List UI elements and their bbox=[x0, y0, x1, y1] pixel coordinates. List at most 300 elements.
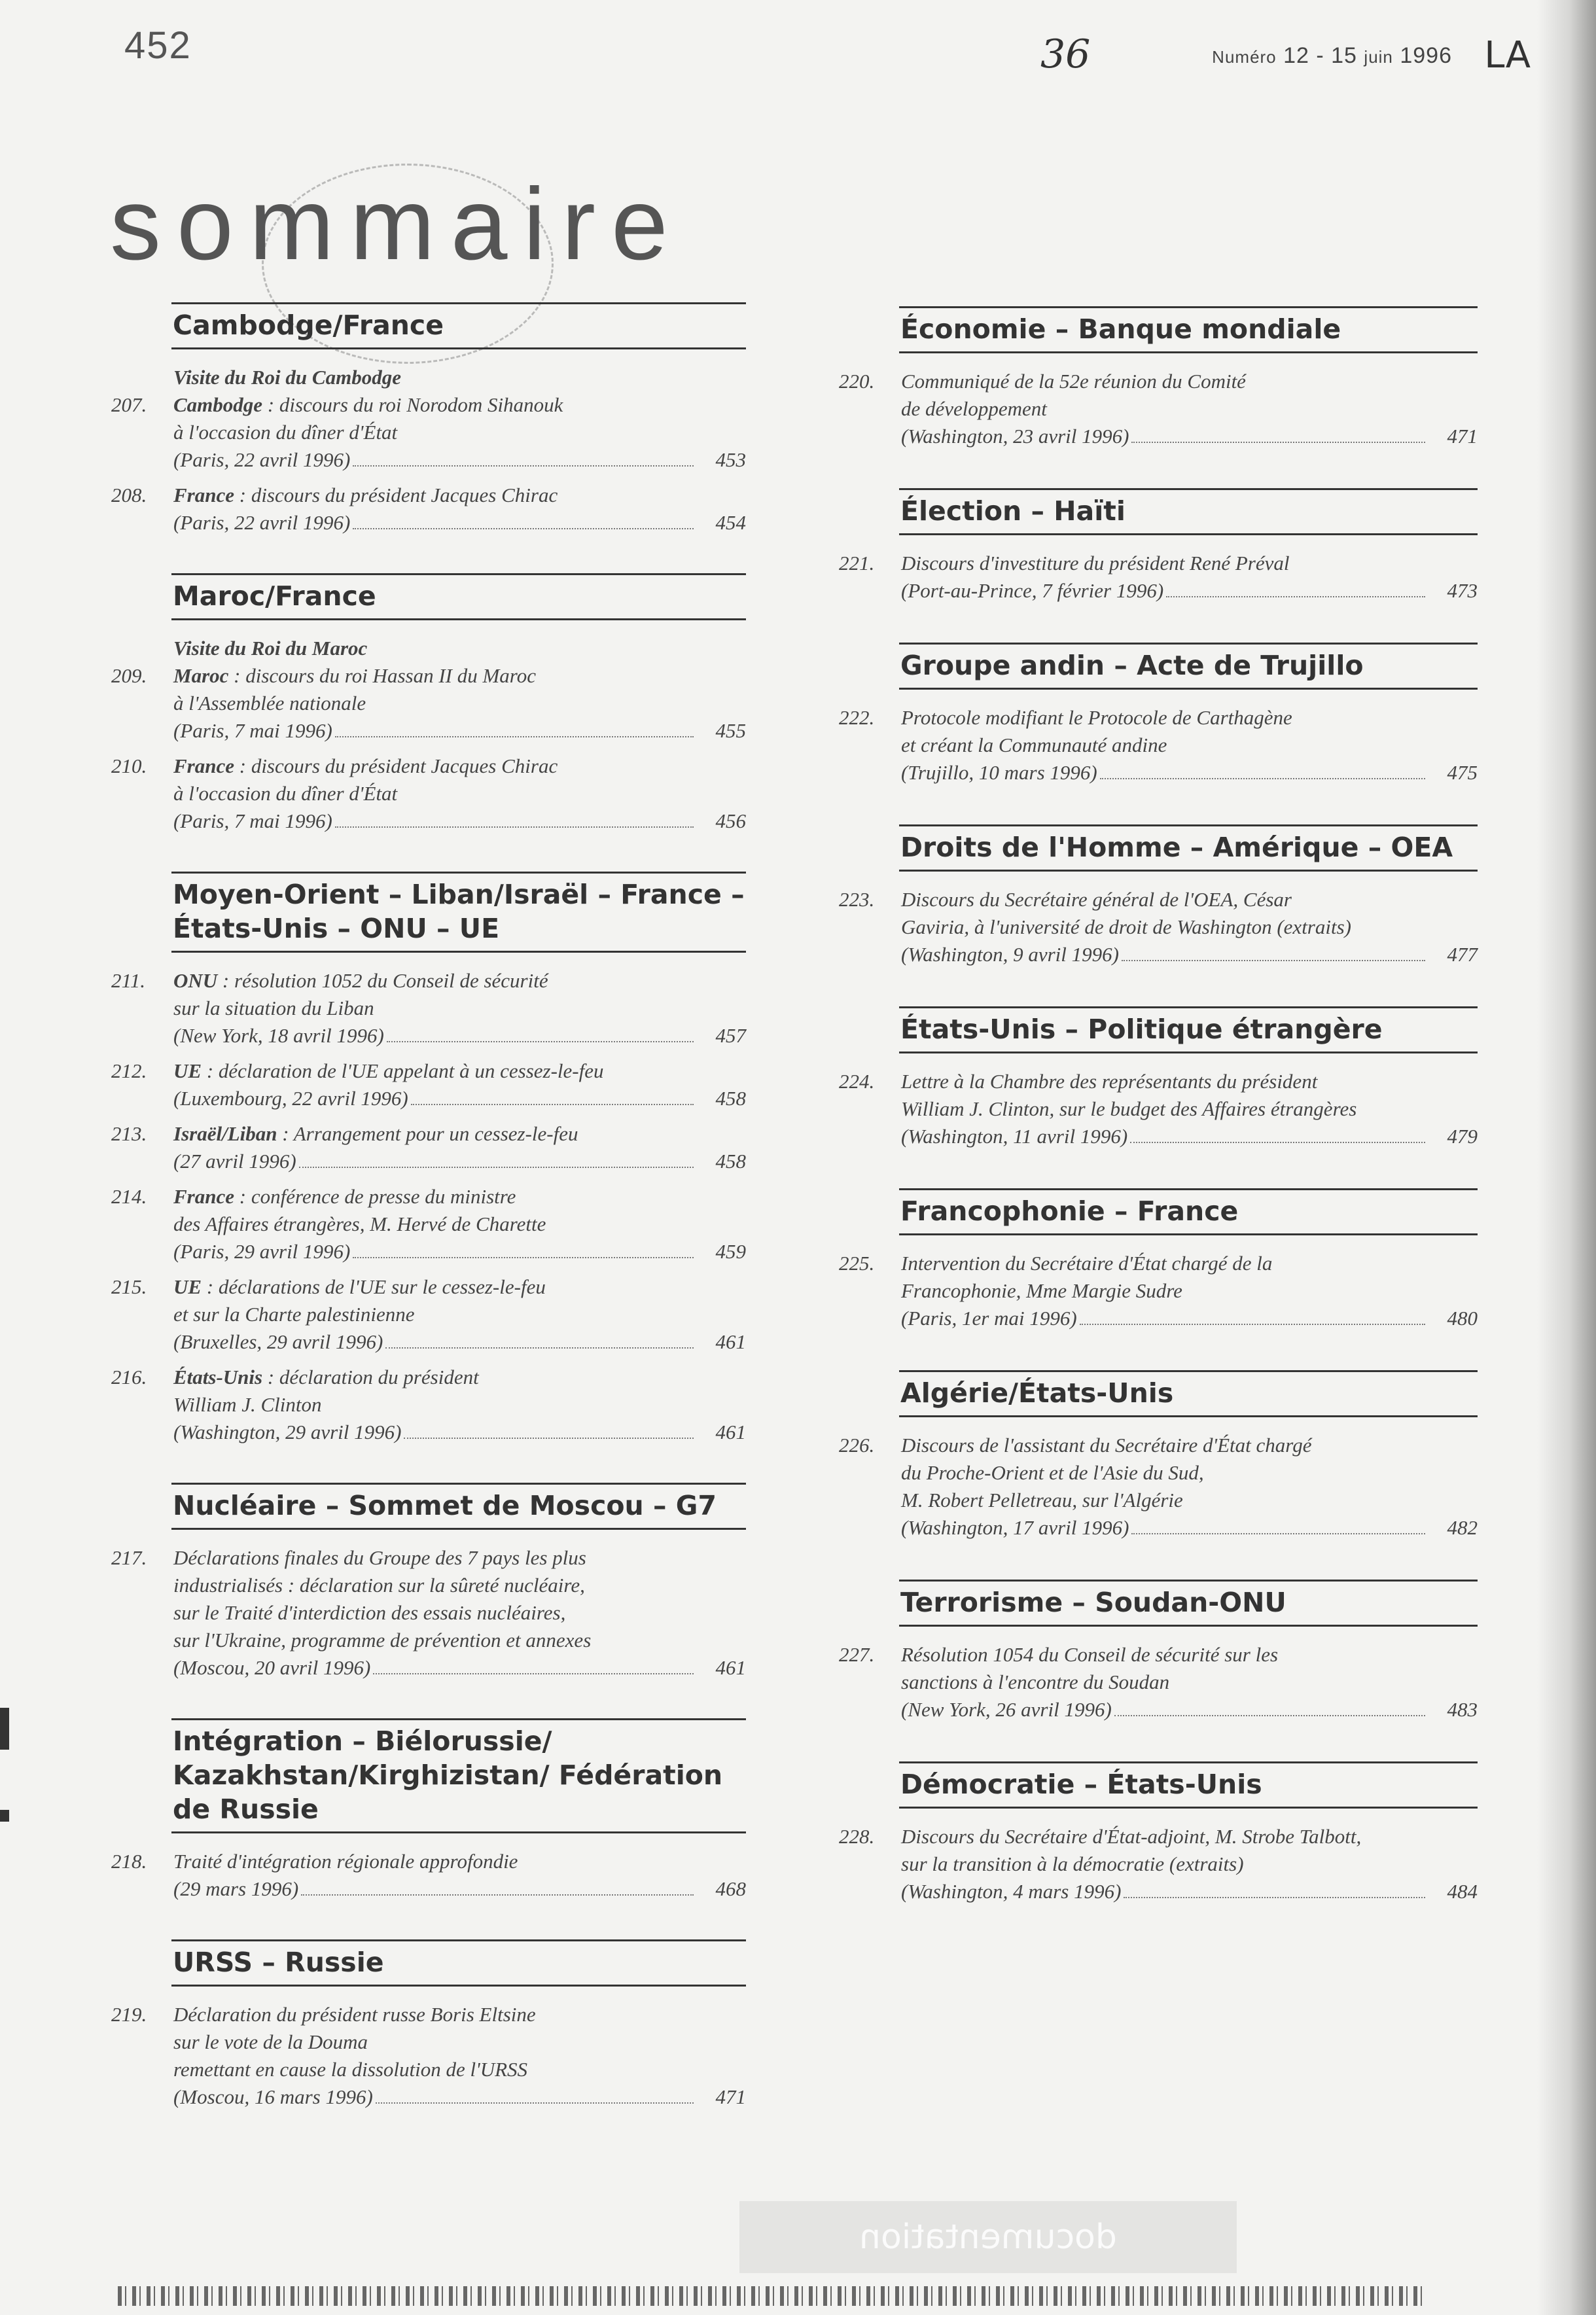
entry-line bbox=[173, 752, 746, 780]
issue-label: Numéro bbox=[1212, 47, 1277, 67]
entry-line bbox=[901, 1068, 1478, 1095]
toc-section bbox=[111, 1483, 746, 1682]
entry-line-text: Discours de l'assistant du Secrétaire d'État chargé bbox=[901, 1434, 1312, 1457]
entry-keyword: Cambodge bbox=[173, 393, 263, 416]
toc-section bbox=[111, 1939, 746, 2111]
entry-line-text: M. Robert Pelletreau, sur l'Algérie bbox=[901, 1489, 1183, 1511]
entry-keyword: France bbox=[173, 1185, 234, 1208]
entry-reference: (Paris, 1er mai 1996) bbox=[901, 1307, 1077, 1330]
section-heading: Économie – Banque mondiale bbox=[899, 306, 1478, 353]
entry-reference-line bbox=[173, 446, 746, 474]
entry-reference-line bbox=[901, 577, 1478, 605]
dot-leader bbox=[353, 1257, 694, 1258]
entry-keyword: UE bbox=[173, 1059, 202, 1082]
entry-reference: (Moscou, 20 avril 1996) bbox=[173, 1656, 371, 1679]
entry-line bbox=[901, 1277, 1478, 1305]
toc-section bbox=[839, 1188, 1478, 1332]
section-body bbox=[111, 953, 746, 1446]
dot-leader bbox=[335, 736, 694, 737]
section-heading: Intégration – Biélorussie/ Kazakhstan/Kirghizistan/ Fédération de Russie bbox=[171, 1718, 746, 1833]
entry-line-text: : discours du roi Norodom Sihanouk bbox=[262, 393, 563, 416]
entry-keyword: France bbox=[173, 754, 234, 777]
left-column bbox=[111, 302, 746, 2119]
entry-page: 480 bbox=[1447, 1307, 1478, 1330]
entry-number: 225. bbox=[839, 1252, 875, 1275]
entry-text bbox=[173, 967, 746, 1050]
entry-line bbox=[901, 1250, 1478, 1277]
entry-reference-line bbox=[901, 1514, 1478, 1542]
entry-reference: (New York, 18 avril 1996) bbox=[173, 1024, 384, 1047]
entry-line-text: Gaviria, à l'université de droit de Washington (extraits) bbox=[901, 915, 1351, 938]
section-heading: Algérie/États-Unis bbox=[899, 1370, 1478, 1417]
entry-line bbox=[173, 967, 746, 995]
toc-entry bbox=[111, 967, 746, 1050]
toc-section bbox=[111, 1718, 746, 1903]
section-heading: Démocratie – États-Unis bbox=[899, 1761, 1478, 1809]
entry-reference: (Washington, 23 avril 1996) bbox=[901, 425, 1129, 448]
entry-line-text: : discours du président Jacques Chirac bbox=[234, 484, 558, 506]
section-heading: Élection – Haïti bbox=[899, 488, 1478, 535]
dot-leader bbox=[385, 1347, 694, 1349]
entry-keyword: États-Unis bbox=[173, 1366, 263, 1388]
entry-number: 222. bbox=[839, 706, 875, 729]
section-heading: Maroc/France bbox=[171, 573, 746, 620]
entry-line bbox=[173, 1211, 746, 1238]
entry-line bbox=[173, 1572, 746, 1599]
entry-line-text: sanctions à l'encontre du Soudan bbox=[901, 1670, 1170, 1693]
entry-number: 210. bbox=[111, 754, 147, 777]
entry-line-text: : déclarations de l'UE sur le cessez-le-feu bbox=[202, 1275, 546, 1298]
dot-leader bbox=[376, 2102, 694, 2104]
handwritten-initials: LA bbox=[1484, 34, 1531, 77]
entry-line-text: William J. Clinton, sur le budget des Affaires étrangères bbox=[901, 1097, 1357, 1120]
entry-line-text: à l'occasion du dîner d'État bbox=[173, 421, 398, 444]
entry-text bbox=[901, 704, 1478, 786]
entry-text bbox=[901, 886, 1478, 968]
toc-entry bbox=[111, 1364, 746, 1446]
entry-number: 207. bbox=[111, 393, 147, 416]
entry-text bbox=[901, 368, 1478, 450]
dot-leader bbox=[335, 826, 694, 828]
entry-keyword: France bbox=[173, 484, 234, 506]
entry-number: 227. bbox=[839, 1643, 875, 1666]
toc-section bbox=[839, 1761, 1478, 1905]
entry-line bbox=[901, 1095, 1478, 1123]
section-subheading: Visite du Roi du Cambodge bbox=[173, 366, 401, 389]
dot-leader bbox=[373, 1673, 694, 1674]
toc-entry bbox=[839, 1823, 1478, 1905]
toc-entry bbox=[111, 1848, 746, 1903]
entry-page: 477 bbox=[1447, 943, 1478, 966]
entry-text bbox=[173, 1183, 746, 1265]
dot-leader bbox=[301, 1894, 694, 1896]
entry-reference: (Washington, 11 avril 1996) bbox=[901, 1125, 1128, 1148]
entry-number: 221. bbox=[839, 552, 875, 574]
entry-text bbox=[173, 1848, 746, 1903]
toc-entry bbox=[839, 550, 1478, 605]
entry-reference-line bbox=[173, 717, 746, 745]
entry-reference: (Paris, 29 avril 1996) bbox=[173, 1240, 351, 1263]
entry-page: 473 bbox=[1447, 579, 1478, 602]
entry-line bbox=[173, 1599, 746, 1627]
entry-line-text: : déclaration de l'UE appelant à un cessez-le-feu bbox=[202, 1059, 604, 1082]
entry-line-text: : Arrangement pour un cessez-le-feu bbox=[277, 1122, 578, 1145]
toc-section bbox=[839, 306, 1478, 450]
entry-text bbox=[173, 391, 746, 474]
entry-reference-line bbox=[173, 1238, 746, 1265]
section-body bbox=[839, 1053, 1478, 1150]
entry-page: 457 bbox=[715, 1024, 746, 1047]
section-body bbox=[839, 690, 1478, 786]
page-edge-shadow bbox=[1537, 0, 1596, 2315]
entry-text bbox=[173, 1273, 746, 1356]
entry-text bbox=[173, 2001, 746, 2111]
entry-line bbox=[901, 1823, 1478, 1850]
entry-keyword: Maroc bbox=[173, 664, 229, 687]
toc-entry bbox=[111, 1120, 746, 1175]
entry-reference-line bbox=[173, 1419, 746, 1446]
page-number: 452 bbox=[124, 24, 192, 67]
section-body bbox=[839, 1627, 1478, 1723]
entry-text bbox=[901, 1068, 1478, 1150]
entry-page: 461 bbox=[715, 1421, 746, 1443]
entry-line bbox=[173, 1627, 746, 1654]
entry-line-text: Lettre à la Chambre des représentants du président bbox=[901, 1070, 1318, 1093]
entry-line bbox=[173, 419, 746, 446]
entry-reference: (Paris, 22 avril 1996) bbox=[173, 511, 351, 534]
entry-line-text: sur l'Ukraine, programme de prévention et annexes bbox=[173, 1629, 592, 1652]
entry-reference-line bbox=[173, 1875, 746, 1903]
entry-reference: (New York, 26 avril 1996) bbox=[901, 1698, 1112, 1721]
dot-leader bbox=[1122, 960, 1425, 961]
entry-line-text: Discours d'investiture du président René Préval bbox=[901, 552, 1290, 574]
entry-line bbox=[901, 886, 1478, 913]
entry-number: 219. bbox=[111, 2003, 147, 2026]
entry-number: 226. bbox=[839, 1434, 875, 1457]
section-heading: États-Unis – Politique étrangère bbox=[899, 1006, 1478, 1053]
dot-leader bbox=[1124, 1897, 1425, 1898]
toc-entry bbox=[111, 2001, 746, 2111]
entry-line-text: : déclaration du président bbox=[262, 1366, 479, 1388]
dot-leader bbox=[411, 1104, 694, 1105]
entry-line bbox=[901, 1487, 1478, 1514]
toc-entry bbox=[111, 1544, 746, 1682]
entry-reference: (Paris, 7 mai 1996) bbox=[173, 809, 332, 832]
entry-line-text: William J. Clinton bbox=[173, 1393, 322, 1416]
section-body bbox=[111, 620, 746, 835]
entry-reference: (Paris, 7 mai 1996) bbox=[173, 719, 332, 742]
entry-line bbox=[173, 662, 746, 690]
section-body bbox=[839, 1809, 1478, 1905]
entry-line-text: du Proche-Orient et de l'Asie du Sud, bbox=[901, 1461, 1204, 1484]
entry-reference: (Washington, 29 avril 1996) bbox=[173, 1421, 402, 1443]
toc-entry bbox=[111, 752, 746, 835]
section-body bbox=[111, 1833, 746, 1903]
section-body bbox=[111, 1530, 746, 1682]
entry-reference: (29 mars 1996) bbox=[173, 1877, 299, 1900]
entry-line bbox=[173, 1848, 746, 1875]
section-heading: Cambodge/France bbox=[171, 302, 746, 349]
entry-page: 458 bbox=[715, 1150, 746, 1173]
entry-reference-line bbox=[173, 509, 746, 537]
entry-line bbox=[901, 1641, 1478, 1669]
entry-reference: (Paris, 22 avril 1996) bbox=[173, 448, 351, 471]
entry-line-text: Intervention du Secrétaire d'État chargé de la bbox=[901, 1252, 1273, 1275]
entry-number: 223. bbox=[839, 888, 875, 911]
toc-section bbox=[839, 1370, 1478, 1542]
handwritten-number: 36 bbox=[1040, 31, 1091, 77]
entry-text bbox=[173, 1057, 746, 1112]
section-heading: Terrorisme – Soudan-ONU bbox=[899, 1580, 1478, 1627]
toc-entry bbox=[839, 1250, 1478, 1332]
entry-line-text: à l'Assemblée nationale bbox=[173, 692, 366, 715]
dot-leader bbox=[1131, 442, 1425, 443]
section-heading: Francophonie – France bbox=[899, 1188, 1478, 1235]
entry-reference-line bbox=[901, 759, 1478, 786]
entry-page: 453 bbox=[715, 448, 746, 471]
section-body bbox=[111, 349, 746, 537]
entry-line bbox=[173, 1183, 746, 1211]
dot-leader bbox=[1166, 596, 1425, 597]
entry-reference: (27 avril 1996) bbox=[173, 1150, 296, 1173]
dot-leader bbox=[387, 1041, 694, 1042]
entry-page: 475 bbox=[1447, 761, 1478, 784]
entry-page: 459 bbox=[715, 1240, 746, 1263]
entry-number: 228. bbox=[839, 1825, 875, 1848]
toc-entry bbox=[839, 368, 1478, 450]
page-title: sommaire bbox=[110, 168, 684, 281]
entry-text bbox=[173, 482, 746, 537]
entry-text bbox=[173, 752, 746, 835]
entry-line-text: de développement bbox=[901, 397, 1047, 420]
entry-text bbox=[173, 1364, 746, 1446]
margin-mark bbox=[0, 1810, 9, 1822]
entry-line-text: : résolution 1052 du Conseil de sécurité bbox=[217, 969, 548, 992]
entry-line-text: : discours du président Jacques Chirac bbox=[234, 754, 558, 777]
dot-leader bbox=[1130, 1142, 1425, 1143]
entry-number: 218. bbox=[111, 1850, 147, 1873]
entry-number: 215. bbox=[111, 1275, 147, 1298]
section-body bbox=[111, 1987, 746, 2111]
entry-line-text: à l'occasion du dîner d'État bbox=[173, 782, 398, 805]
entry-reference-line bbox=[173, 1022, 746, 1050]
entry-reference: (Luxembourg, 22 avril 1996) bbox=[173, 1087, 408, 1110]
section-heading: URSS – Russie bbox=[171, 1939, 746, 1987]
section-heading: Nucléaire – Sommet de Moscou – G7 bbox=[171, 1483, 746, 1530]
entry-reference-line bbox=[173, 1148, 746, 1175]
toc-section bbox=[839, 824, 1478, 968]
entry-number: 216. bbox=[111, 1366, 147, 1388]
entry-line-text: sur le Traité d'interdiction des essais nucléaires, bbox=[173, 1601, 566, 1624]
entry-text bbox=[173, 1120, 746, 1175]
entry-reference-line bbox=[901, 1696, 1478, 1723]
entry-line-text: Déclarations finales du Groupe des 7 pays les plus bbox=[173, 1546, 586, 1569]
entry-reference: (Port-au-Prince, 7 février 1996) bbox=[901, 579, 1164, 602]
section-body bbox=[839, 535, 1478, 605]
dot-leader bbox=[1100, 778, 1425, 779]
dot-leader bbox=[1131, 1533, 1425, 1534]
entry-line bbox=[173, 780, 746, 807]
entry-line bbox=[173, 1391, 746, 1419]
issue-year: 1996 bbox=[1400, 43, 1452, 68]
section-heading: Groupe andin – Acte de Trujillo bbox=[899, 643, 1478, 690]
section-subheading: Visite du Roi du Maroc bbox=[173, 637, 368, 660]
entry-number: 220. bbox=[839, 370, 875, 393]
entry-line bbox=[901, 1850, 1478, 1878]
entry-line-text: Déclaration du président russe Boris Eltsine bbox=[173, 2003, 536, 2026]
entry-reference-line bbox=[173, 1085, 746, 1112]
entry-line bbox=[173, 1301, 746, 1328]
toc-entry bbox=[111, 662, 746, 745]
section-body bbox=[839, 353, 1478, 450]
entry-text bbox=[901, 1823, 1478, 1905]
entry-line bbox=[173, 1120, 746, 1148]
entry-line bbox=[901, 1459, 1478, 1487]
dot-leader bbox=[353, 528, 694, 529]
entry-reference-line bbox=[173, 807, 746, 835]
page-header bbox=[124, 24, 1531, 82]
entry-line bbox=[173, 1057, 746, 1085]
entry-reference-line bbox=[901, 423, 1478, 450]
toc-entry bbox=[839, 1432, 1478, 1542]
section-heading: Moyen-Orient – Liban/Israël – France – États-Unis – ONU – UE bbox=[171, 872, 746, 953]
entry-page: 468 bbox=[715, 1877, 746, 1900]
entry-keyword: Israël/Liban bbox=[173, 1122, 277, 1145]
entry-line-text: des Affaires étrangères, M. Hervé de Charette bbox=[173, 1212, 546, 1235]
entry-reference-line bbox=[173, 1328, 746, 1356]
entry-page: 484 bbox=[1447, 1880, 1478, 1903]
toc-entry bbox=[839, 1068, 1478, 1150]
toc-section bbox=[111, 573, 746, 835]
entry-reference-line bbox=[173, 2083, 746, 2111]
dot-leader bbox=[1114, 1715, 1425, 1716]
entry-line bbox=[901, 1432, 1478, 1459]
entry-line bbox=[173, 482, 746, 509]
entry-line-text: et sur la Charte palestinienne bbox=[173, 1303, 415, 1326]
entry-line bbox=[173, 995, 746, 1022]
entry-keyword: ONU bbox=[173, 969, 218, 992]
issue-info bbox=[1212, 43, 1452, 69]
entry-reference: (Washington, 17 avril 1996) bbox=[901, 1516, 1129, 1539]
entry-text bbox=[173, 662, 746, 745]
entry-line bbox=[901, 550, 1478, 577]
entry-reference: (Washington, 4 mars 1996) bbox=[901, 1880, 1122, 1903]
toc-section bbox=[839, 1006, 1478, 1150]
entry-line-text: : conférence de presse du ministre bbox=[234, 1185, 516, 1208]
entry-line bbox=[901, 704, 1478, 732]
entry-line-text: Discours du Secrétaire général de l'OEA, César bbox=[901, 888, 1292, 911]
entry-page: 483 bbox=[1447, 1698, 1478, 1721]
entry-line-text: Communiqué de la 52e réunion du Comité bbox=[901, 370, 1246, 393]
toc-section bbox=[839, 488, 1478, 605]
entry-line bbox=[901, 913, 1478, 941]
entry-page: 458 bbox=[715, 1087, 746, 1110]
entry-text bbox=[901, 1432, 1478, 1542]
toc-entry bbox=[839, 886, 1478, 968]
dot-leader bbox=[299, 1167, 694, 1168]
entry-line bbox=[901, 732, 1478, 759]
entry-number: 213. bbox=[111, 1122, 147, 1145]
entry-reference-line bbox=[901, 1123, 1478, 1150]
entry-line bbox=[173, 2028, 746, 2056]
entry-number: 212. bbox=[111, 1059, 147, 1082]
entry-number: 224. bbox=[839, 1070, 875, 1093]
toc-entry bbox=[111, 1183, 746, 1265]
entry-page: 455 bbox=[715, 719, 746, 742]
entry-line bbox=[901, 395, 1478, 423]
toc-entry bbox=[111, 1057, 746, 1112]
entry-line bbox=[173, 1273, 746, 1301]
entry-reference-line bbox=[173, 1654, 746, 1682]
entry-number: 214. bbox=[111, 1185, 147, 1208]
dot-leader bbox=[353, 465, 694, 467]
entry-reference-line bbox=[901, 1878, 1478, 1905]
entry-reference: (Bruxelles, 29 avril 1996) bbox=[173, 1330, 383, 1353]
entry-line-text: sur le vote de la Douma bbox=[173, 2030, 368, 2053]
entry-line bbox=[173, 2056, 746, 2083]
entry-reference: (Moscou, 16 mars 1996) bbox=[173, 2085, 373, 2108]
entry-text bbox=[901, 550, 1478, 605]
entry-line-text: industrialisés : déclaration sur la sûreté nucléaire, bbox=[173, 1574, 585, 1597]
entry-text bbox=[173, 1544, 746, 1682]
toc-entry bbox=[111, 482, 746, 537]
dot-leader bbox=[404, 1438, 694, 1439]
entry-reference: (Washington, 9 avril 1996) bbox=[901, 943, 1119, 966]
entry-line-text: : discours du roi Hassan II du Maroc bbox=[228, 664, 536, 687]
entry-page: 482 bbox=[1447, 1516, 1478, 1539]
entry-line bbox=[901, 1669, 1478, 1696]
entry-keyword: UE bbox=[173, 1275, 202, 1298]
toc-section bbox=[839, 643, 1478, 786]
section-body bbox=[839, 1235, 1478, 1332]
entry-number: 211. bbox=[111, 969, 145, 992]
scan-barcode bbox=[118, 2286, 1427, 2306]
entry-reference-line bbox=[901, 941, 1478, 968]
entry-text bbox=[901, 1250, 1478, 1332]
entry-page: 471 bbox=[715, 2085, 746, 2108]
entry-number: 209. bbox=[111, 664, 147, 687]
entry-text bbox=[901, 1641, 1478, 1723]
entry-page: 461 bbox=[715, 1656, 746, 1679]
entry-line bbox=[173, 690, 746, 717]
margin-mark bbox=[0, 1708, 9, 1750]
footer-stamp: documentation bbox=[739, 2201, 1237, 2273]
entry-page: 461 bbox=[715, 1330, 746, 1353]
toc-entry bbox=[111, 391, 746, 474]
right-column bbox=[839, 306, 1478, 1913]
toc-entry bbox=[111, 1273, 746, 1356]
entry-reference: (Trujillo, 10 mars 1996) bbox=[901, 761, 1097, 784]
entry-number: 217. bbox=[111, 1546, 147, 1569]
entry-line-text: Protocole modifiant le Protocole de Carthagène bbox=[901, 706, 1292, 729]
entry-line bbox=[173, 1544, 746, 1572]
entry-page: 471 bbox=[1447, 425, 1478, 448]
dot-leader bbox=[1080, 1324, 1425, 1325]
entry-page: 454 bbox=[715, 511, 746, 534]
section-body bbox=[839, 1417, 1478, 1542]
entry-page: 479 bbox=[1447, 1125, 1478, 1148]
entry-number: 208. bbox=[111, 484, 147, 506]
toc-section bbox=[111, 872, 746, 1446]
entry-line-text: Discours du Secrétaire d'État-adjoint, M. Strobe Talbott, bbox=[901, 1825, 1362, 1848]
entry-line bbox=[173, 391, 746, 419]
toc-section bbox=[839, 1580, 1478, 1723]
section-heading: Droits de l'Homme – Amérique – OEA bbox=[899, 824, 1478, 872]
toc-section bbox=[111, 302, 746, 537]
entry-line-text: Traité d'intégration régionale approfondie bbox=[173, 1850, 518, 1873]
toc-entry bbox=[839, 1641, 1478, 1723]
entry-line-text: et créant la Communauté andine bbox=[901, 733, 1167, 756]
